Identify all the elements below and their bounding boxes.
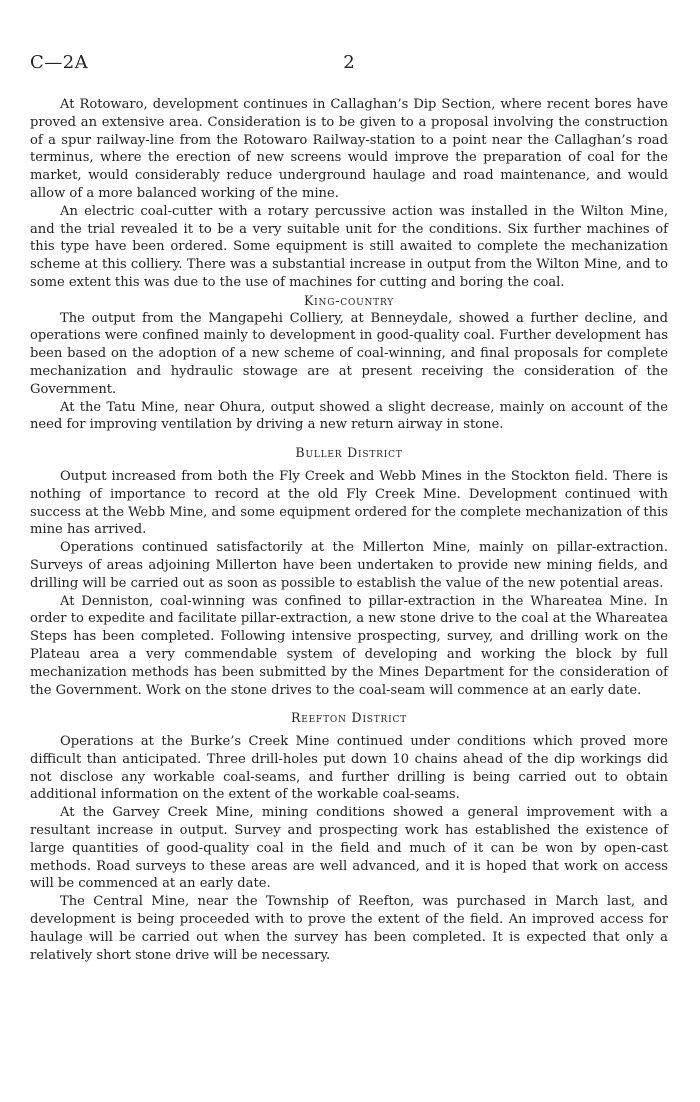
page-header	[30, 52, 668, 80]
paragraph: At the Tatu Mine, near Ohura, output showed a slight decrease, mainly on account of the need for improving ventilation by driving a new return airway in stone.	[30, 399, 668, 433]
paragraph: The Central Mine, near the Township of Reefton, was purchased in March last, and development is being proceeded with to prove the extent of the field. An improved access for haulage will be carried out when the survey has been completed. It is expected that only a relatively short stone drive will be necessary.	[30, 894, 668, 963]
paragraph: Operations continued satisfactorily at the Millerton Mine, mainly on pillar-extraction. Surveys of areas adjoining Millerton have been undertaken to provide new mining fields, and drilling will be carried out as soon as possible to establish the value of the new potential areas.	[30, 540, 668, 591]
section-heading-king-country: King-country	[303, 292, 395, 308]
paragraph: Operations at the Burke’s Creek Mine continued under conditions which proved more difficult than anticipated. Three drill-holes put down 10 chains ahead of the dip workings did not disclose any workable coal-seams, and further drilling is being carried out to obtain additional information on the extent of the workable coal-seams.	[30, 734, 668, 803]
paragraph: At Denniston, coal-winning was confined to pillar-extraction in the Whareatea Mine. In order to expedite and facilitate pillar-extraction, a new stone drive to the coal at the Whareatea Steps has been completed. Following intensive prospecting, survey, and drilling work on the Plateau area a very commendable system of developing and working the block by full mechanization methods has been submitted by the Mines Department for the consideration of the Government. Work on the stone drives to the coal-seam will commence at an early date.	[30, 593, 668, 698]
section-heading-reefton-district: Reefton District	[291, 710, 407, 726]
paragraph: An electric coal-cutter with a rotary percussive action was installed in the Wilton Mine, and the trial revealed it to be a very suitable unit for the conditions. Six further machines of this type have been ordered. Some equipment is still awaited to complete the mechanization scheme at this colliery. There was a substantial increase in output from the Wilton Mine, and to some extent this was due to the use of machines for cutting and boring the coal.	[30, 203, 668, 290]
paragraph: Output increased from both the Fly Creek and Webb Mines in the Stockton field. There is nothing of importance to record at the old Fly Creek Mine. Development continued with success at the Webb Mine, and some equipment ordered for the complete mechanization of this mine has arrived.	[30, 468, 668, 538]
document-body	[30, 96, 668, 964]
page-number: 2	[343, 52, 355, 73]
paragraph: At Rotowaro, development continues in Callaghan’s Dip Section, where recent bores have proved an extensive area. Consideration is to be given to a proposal involving the construction of a spur railway-line from the Rotowaro Railway-station to a point near the Callaghan’s road terminus, where the erection of new screens would improve the preparation of coal for the market, would considerably reduce underground haulage and road maintenance, and would allow of a more balanced working of the mine.	[30, 97, 668, 201]
paragraph: At the Garvey Creek Mine, mining conditions showed a general improvement with a resultant increase in output. Survey and prospecting work has established the existence of large quantities of good-quality coal in the field and much of it can be won by open-cast methods. Road surveys to these areas are well advanced, and it is hoped that work on access will be commenced at an early date.	[30, 805, 668, 892]
section-heading-buller-district: Buller District	[295, 445, 403, 461]
document-code: C—2A	[30, 52, 89, 73]
paragraph: The output from the Mangapehi Colliery, at Benneydale, showed a further decline, and operations were confined mainly to development in good-quality coal. Further development has been based on the adoption of a new scheme of coal-winning, and final proposals for complete mechanization and hydraulic stowage are at present receiving the consideration of the Government.	[30, 310, 668, 397]
